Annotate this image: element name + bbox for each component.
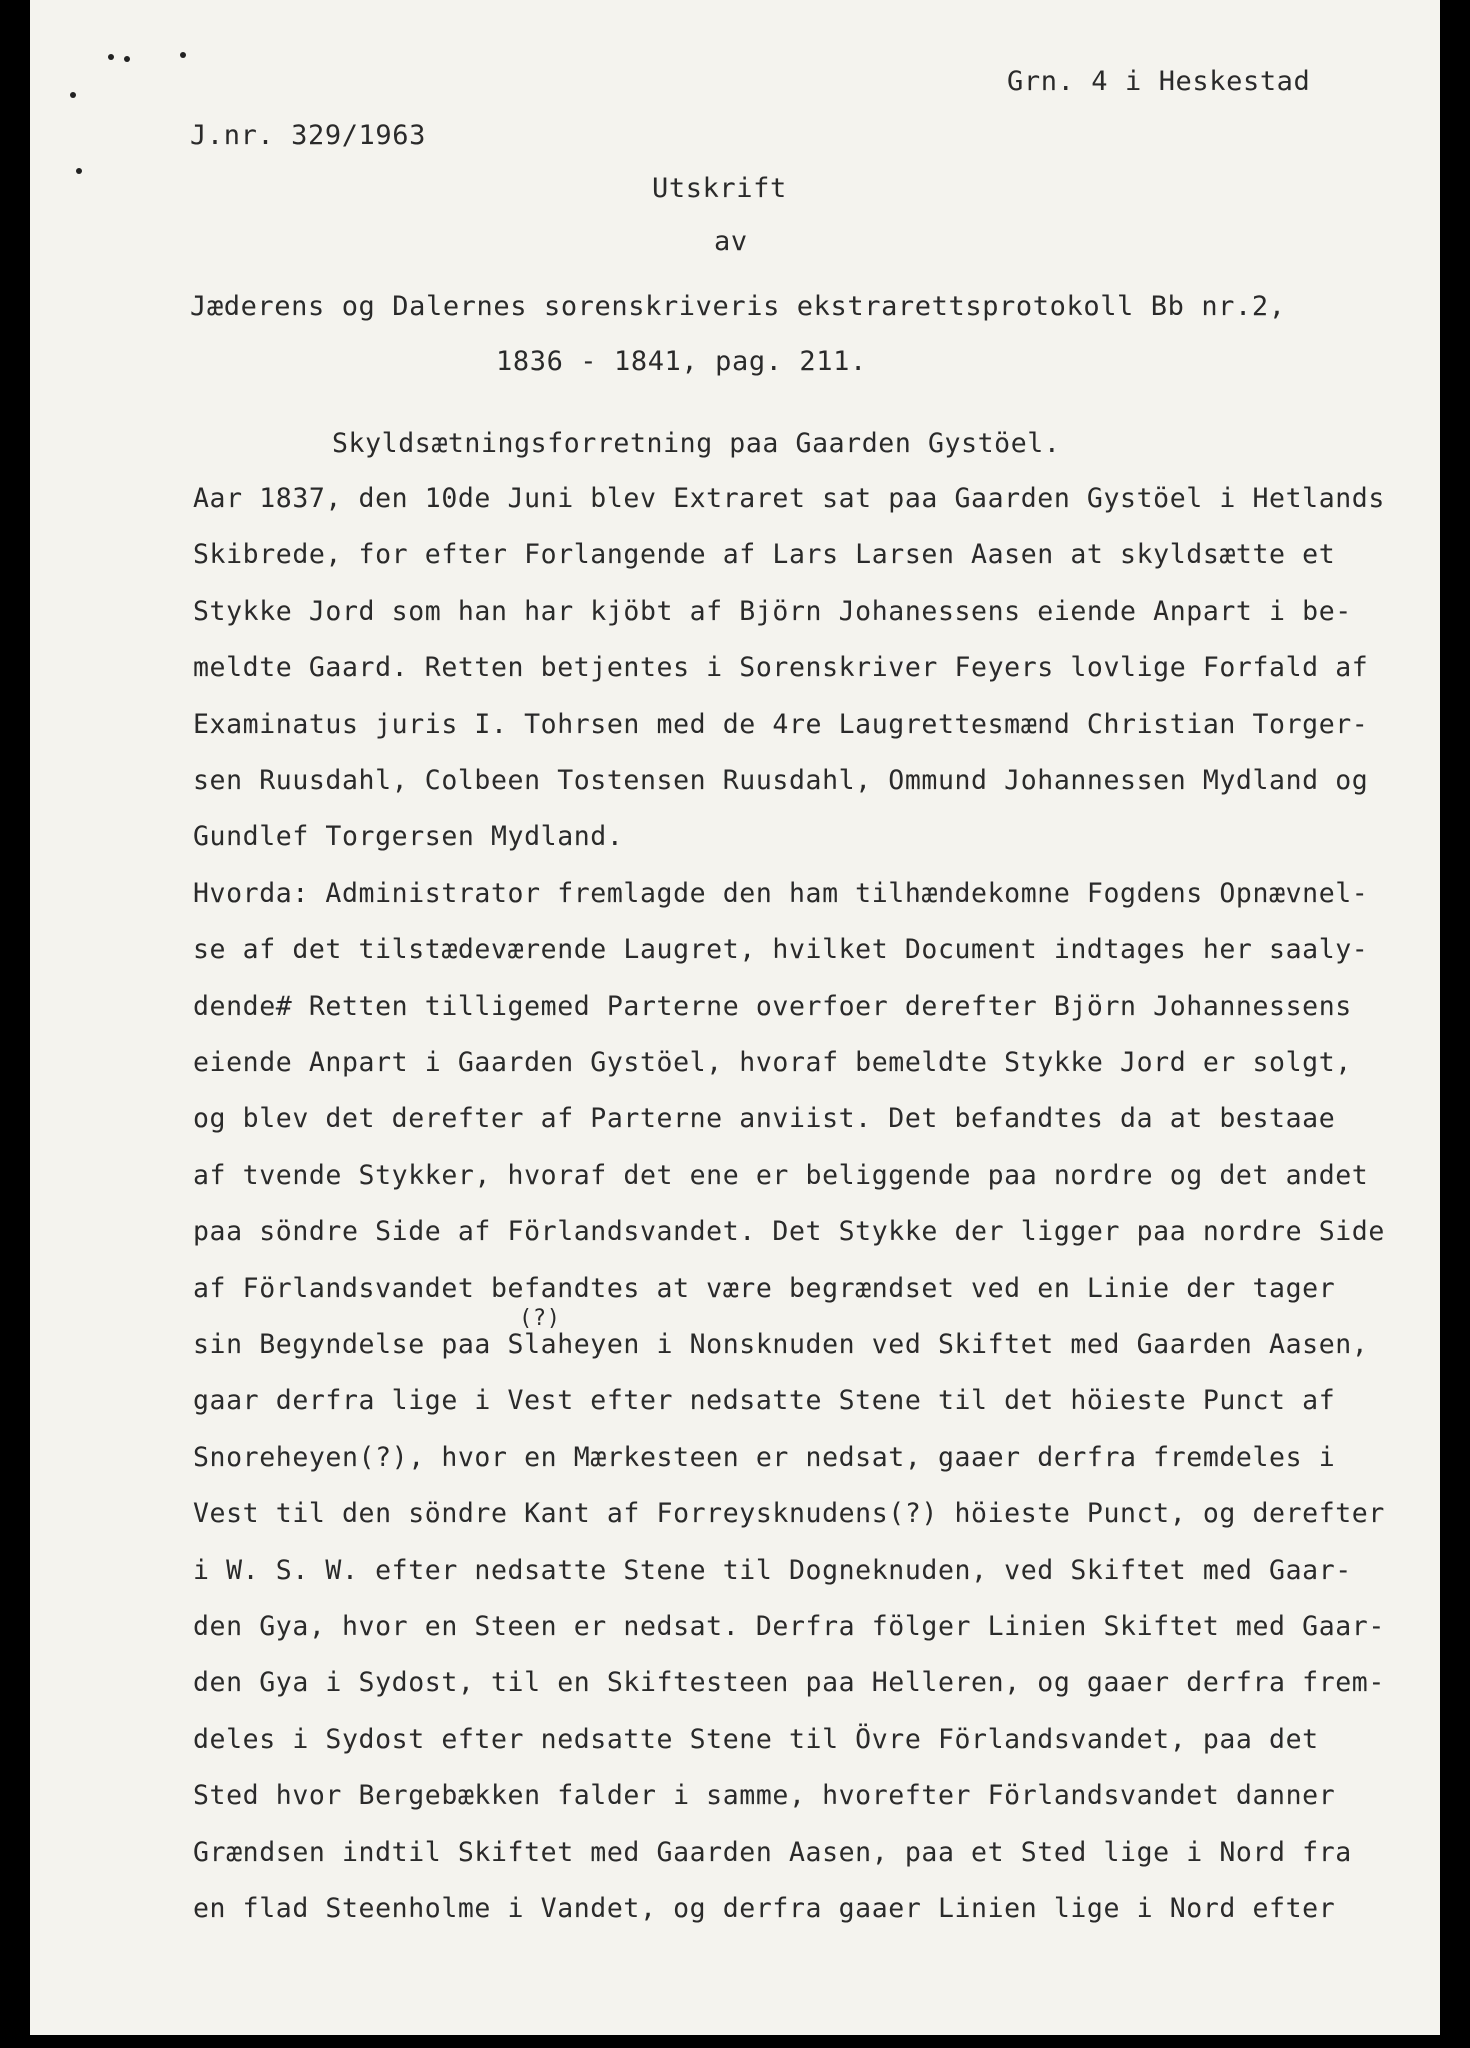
document-title: Utskrift xyxy=(652,173,787,204)
body-line: af Förlandsvandet befandtes at være begrændset ved en Linie der tager xyxy=(193,1272,1336,1304)
margin-note: (?) xyxy=(519,1306,561,1331)
subtitle-source: Jæderens og Dalernes sorenskriveris ekstrarettsprotokoll Bb nr.2, xyxy=(190,291,1286,322)
body-line: deles i Sydost efter nedsatte Stene til Övre Förlandsvandet, paa det xyxy=(193,1723,1319,1755)
body-line: Stykke Jord som han har kjöbt af Björn Johanessens eiende Anpart i be- xyxy=(193,595,1352,627)
punch-mark xyxy=(108,54,114,60)
body-line: af tvende Stykker, hvoraf det ene er beliggende paa nordre og det andet xyxy=(193,1159,1369,1191)
subtitle-period: 1836 - 1841, pag. 211. xyxy=(496,346,867,377)
subtitle-av: av xyxy=(714,226,748,257)
punch-mark xyxy=(70,92,76,98)
body-line: Hvorda: Administrator fremlagde den ham tilhændekomne Fogdens Opnævnel- xyxy=(193,877,1369,909)
body-line: sen Ruusdahl, Colbeen Tostensen Ruusdahl, Ommund Johannessen Mydland og xyxy=(193,765,1369,796)
journal-number: J.nr. 329/1963 xyxy=(190,120,426,151)
body-line: Grændsen indtil Skiftet med Gaarden Aasen, paa et Sted lige i Nord fra xyxy=(193,1836,1352,1868)
body-line: den Gya, hvor en Steen er nedsat. Derfra fölger Linien Skiftet med Gaar- xyxy=(193,1611,1385,1642)
body-line: paa söndre Side af Förlandsvandet. Det Stykke der ligger paa nordre Side xyxy=(193,1216,1385,1248)
reference-label: Grn. 4 i Heskestad xyxy=(1007,66,1311,97)
body-line: Vest til den söndre Kant af Forreysknudens(?) höieste Punct, og derefter xyxy=(193,1498,1385,1530)
body-line: en flad Steenholme i Vandet, og derfra gaaer Linien lige i Nord efter xyxy=(193,1893,1336,1924)
punch-mark xyxy=(180,52,186,58)
body-line: Snoreheyen(?), hvor en Mærkesteen er nedsat, gaaer derfra fremdeles i xyxy=(193,1441,1336,1473)
body-line: Examinatus juris I. Tohrsen med de 4re Laugrettesmænd Christian Torger- xyxy=(193,708,1369,740)
body-line: Skibrede, for efter Forlangende af Lars Larsen Aasen at skyldsætte et xyxy=(193,539,1336,571)
body-line: og blev det derefter af Parterne anviist. Det befandtes da at bestaae xyxy=(193,1103,1336,1135)
body-line: Sted hvor Bergebækken falder i samme, hvorefter Förlandsvandet danner xyxy=(193,1780,1336,1812)
punch-mark xyxy=(124,56,130,62)
body-line: i W. S. W. efter nedsatte Stene til Dogneknuden, ved Skiftet med Gaar- xyxy=(193,1554,1352,1586)
body-line: meldte Gaard. Retten betjentes i Sorenskriver Feyers lovlige Forfald af xyxy=(193,652,1369,684)
body-line: Aar 1837, den 10de Juni blev Extraret sat paa Gaarden Gystöel i Hetlands xyxy=(193,483,1385,514)
section-heading: Skyldsætningsforretning paa Gaarden Gystöel. xyxy=(332,428,1061,459)
body-line: den Gya i Sydost, til en Skiftesteen paa Helleren, og gaaer derfra frem- xyxy=(193,1667,1385,1699)
body-line: dende# Retten tilligemed Parterne overfoer derefter Björn Johannessens xyxy=(193,990,1352,1022)
punch-mark xyxy=(76,168,82,174)
body-line: eiende Anpart i Gaarden Gystöel, hvoraf bemeldte Stykke Jord er solgt, xyxy=(193,1047,1352,1078)
body-line: sin Begyndelse paa Slaheyen i Nonsknuden ved Skiftet med Gaarden Aasen, xyxy=(193,1329,1369,1360)
body-line: gaar derfra lige i Vest efter nedsatte Stene til det höieste Punct af xyxy=(193,1385,1336,1417)
body-line: Gundlef Torgersen Mydland. xyxy=(193,821,624,853)
body-line: se af det tilstædeværende Laugret, hvilket Document indtages her saaly- xyxy=(193,934,1369,966)
